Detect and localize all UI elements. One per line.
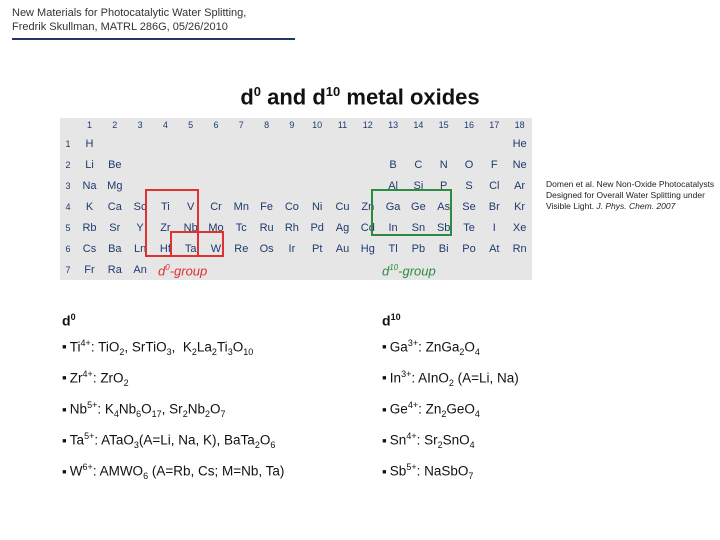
column-number: 7 xyxy=(238,120,244,130)
column-number: 11 xyxy=(337,120,348,130)
element-pt: Pt xyxy=(311,243,323,255)
column-number: 17 xyxy=(489,120,500,130)
element-pb: Pb xyxy=(411,243,426,255)
element-au: Au xyxy=(335,243,350,255)
element-rh: Rh xyxy=(284,222,299,234)
element-cr: Cr xyxy=(210,201,222,213)
row-number: 3 xyxy=(65,181,71,191)
row-number: 2 xyxy=(65,160,71,170)
element-sc: Sc xyxy=(133,201,147,213)
element-mo: Mo xyxy=(208,222,224,234)
element-si: Si xyxy=(413,180,424,192)
row-number: 1 xyxy=(65,139,71,149)
row-number: 4 xyxy=(65,202,71,212)
list-item: ▪ $Ti^{4+}$: TiO$_2$, SrTiO$_3$, $K_2La_2Ti_3O_{10}$ xyxy=(62,332,284,363)
element-te: Te xyxy=(463,222,475,234)
element-n: N xyxy=(439,159,448,171)
element-kr: Kr xyxy=(514,201,526,213)
element-pd: Pd xyxy=(310,222,324,234)
element-ti: Ti xyxy=(161,201,170,213)
d0-list xyxy=(62,306,284,488)
column-number: 18 xyxy=(514,120,525,130)
element-ge: Ge xyxy=(411,201,426,213)
element-xe: Xe xyxy=(512,222,527,234)
header-line-1: New Materials for Photocatalytic Water Splitting, xyxy=(12,7,247,19)
header-line-2: Fredrik Skullman, MATRL 286G, 05/26/2010 xyxy=(12,21,228,33)
element-y: Y xyxy=(136,222,144,234)
element-ne: Ne xyxy=(512,159,527,171)
d10-list xyxy=(382,306,519,488)
element-ir: Ir xyxy=(288,243,296,255)
column-number: 5 xyxy=(188,120,194,130)
row-number: 7 xyxy=(65,265,71,275)
element-ru: Ru xyxy=(259,222,274,234)
periodic-table xyxy=(60,118,532,280)
element-cs: Cs xyxy=(82,243,97,255)
d0-group-label: $d^0$-group xyxy=(158,263,208,279)
slide-header xyxy=(12,6,246,34)
element-an: An xyxy=(133,264,147,276)
element-li: Li xyxy=(85,159,94,171)
element-f: F xyxy=(490,159,498,171)
element-br: Br xyxy=(488,201,500,213)
element-na: Na xyxy=(82,180,97,192)
element-zn: Zn xyxy=(361,201,375,213)
element-ni: Ni xyxy=(311,201,323,213)
element-s: S xyxy=(465,180,473,192)
element-tc: Tc xyxy=(235,222,247,234)
column-number: 6 xyxy=(213,120,219,130)
element-be: Be xyxy=(108,159,122,171)
list-item: ▪ $Zr^{4+}$: ZrO$_2$ xyxy=(62,363,284,394)
element-at: At xyxy=(489,243,500,255)
element-ar: Ar xyxy=(514,180,526,192)
element-o: O xyxy=(464,159,474,171)
column-number: 14 xyxy=(413,120,424,130)
element-bi: Bi xyxy=(438,243,449,255)
element-c: C xyxy=(414,159,423,171)
element-rb: Rb xyxy=(82,222,97,234)
element-cu: Cu xyxy=(335,201,350,213)
element-rn: Rn xyxy=(512,243,527,255)
column-number: 1 xyxy=(86,120,92,130)
element-he: He xyxy=(512,138,527,150)
element-cd: Cd xyxy=(360,222,375,234)
element-k: K xyxy=(85,201,94,213)
list-item: ▪ $In^{3+}$: AInO$_2$ (A=Li, Na) xyxy=(382,363,519,394)
element-ag: Ag xyxy=(335,222,350,234)
element-in: In xyxy=(388,222,398,234)
list-item: ▪ $Sb^{5+}$: NaSbO$_7$ xyxy=(382,456,519,487)
element-ra: Ra xyxy=(107,264,122,276)
citation: Domen et al. New Non-Oxide Photocatalysts Designed for Overall Water Splitting under Visible Light. J. Phys. Chem. 2007 xyxy=(546,179,715,211)
element-zr: Zr xyxy=(160,222,171,234)
d10-group-box xyxy=(371,189,452,236)
column-number: 13 xyxy=(388,120,399,130)
element-as: As xyxy=(437,201,451,213)
column-number: 8 xyxy=(264,120,270,130)
element-sb: Sb xyxy=(436,222,451,234)
element-fe: Fe xyxy=(260,201,274,213)
column-number: 9 xyxy=(289,120,295,130)
column-number: 2 xyxy=(112,120,118,130)
element-se: Se xyxy=(462,201,476,213)
element-os: Os xyxy=(259,243,274,255)
list-item: ▪ $Nb^{5+}$: $K_4Nb_6O_{17}$, $Sr_2Nb_2O_7$ xyxy=(62,394,284,425)
column-number: 16 xyxy=(463,120,474,130)
element-p: P xyxy=(440,180,448,192)
element-sr: Sr xyxy=(109,222,121,234)
element-b: B xyxy=(389,159,397,171)
list-item: ▪ $Ta^{5+}$: ATaO$_3$(A=Li, Na, K), $BaTa_2O_6$ xyxy=(62,425,284,456)
element-w: W xyxy=(210,243,222,255)
element-ca: Ca xyxy=(107,201,122,213)
element-al: Al xyxy=(388,180,398,192)
element-sn: Sn xyxy=(411,222,426,234)
list-item: ▪ $Ge^{4+}$: $Zn_2GeO_4$ xyxy=(382,394,519,425)
column-number: 12 xyxy=(362,120,373,130)
row-number: 5 xyxy=(65,223,71,233)
element-h: H xyxy=(85,138,94,150)
element-co: Co xyxy=(284,201,299,213)
slide-title: $d^0$ and $d^{10}$ metal oxides xyxy=(240,84,480,110)
column-number: 15 xyxy=(438,120,449,130)
column-number: 4 xyxy=(162,120,168,130)
list-item: ▪ $W^{6+}$: $AMWO_6$ (A=Rb, Cs; M=Nb, Ta) xyxy=(62,456,284,487)
element-po: Po xyxy=(462,243,476,255)
element-mg: Mg xyxy=(107,180,123,192)
element-ga: Ga xyxy=(385,201,401,213)
d10-heading: $d^{10}$ xyxy=(382,312,401,329)
element-fr: Fr xyxy=(84,264,95,276)
element-mn: Mn xyxy=(233,201,249,213)
list-item: ▪ $Ga^{3+}$: $ZnGa_2O_4$ xyxy=(382,332,519,363)
element-re: Re xyxy=(234,243,249,255)
column-number: 3 xyxy=(137,120,143,130)
element-v: V xyxy=(187,201,195,213)
element-ln: Ln xyxy=(133,243,147,255)
element-hg: Hg xyxy=(360,243,375,255)
header-underline xyxy=(12,38,295,40)
element-tl: Tl xyxy=(388,243,398,255)
list-item: ▪ $Sn^{4+}$: $Sr_2SnO_4$ xyxy=(382,425,519,456)
element-cl: Cl xyxy=(489,180,500,192)
element-nb: Nb xyxy=(183,222,198,234)
element-i: I xyxy=(492,222,496,234)
d0-heading: $d^0$ xyxy=(62,312,76,329)
column-number: 10 xyxy=(312,120,323,130)
row-number: 6 xyxy=(65,244,71,254)
element-ta: Ta xyxy=(184,243,197,255)
d0-group-box-extension xyxy=(170,231,224,257)
element-hf: Hf xyxy=(159,243,171,255)
d10-group-label: $d^{10}$-group xyxy=(382,263,436,279)
element-ba: Ba xyxy=(108,243,122,255)
